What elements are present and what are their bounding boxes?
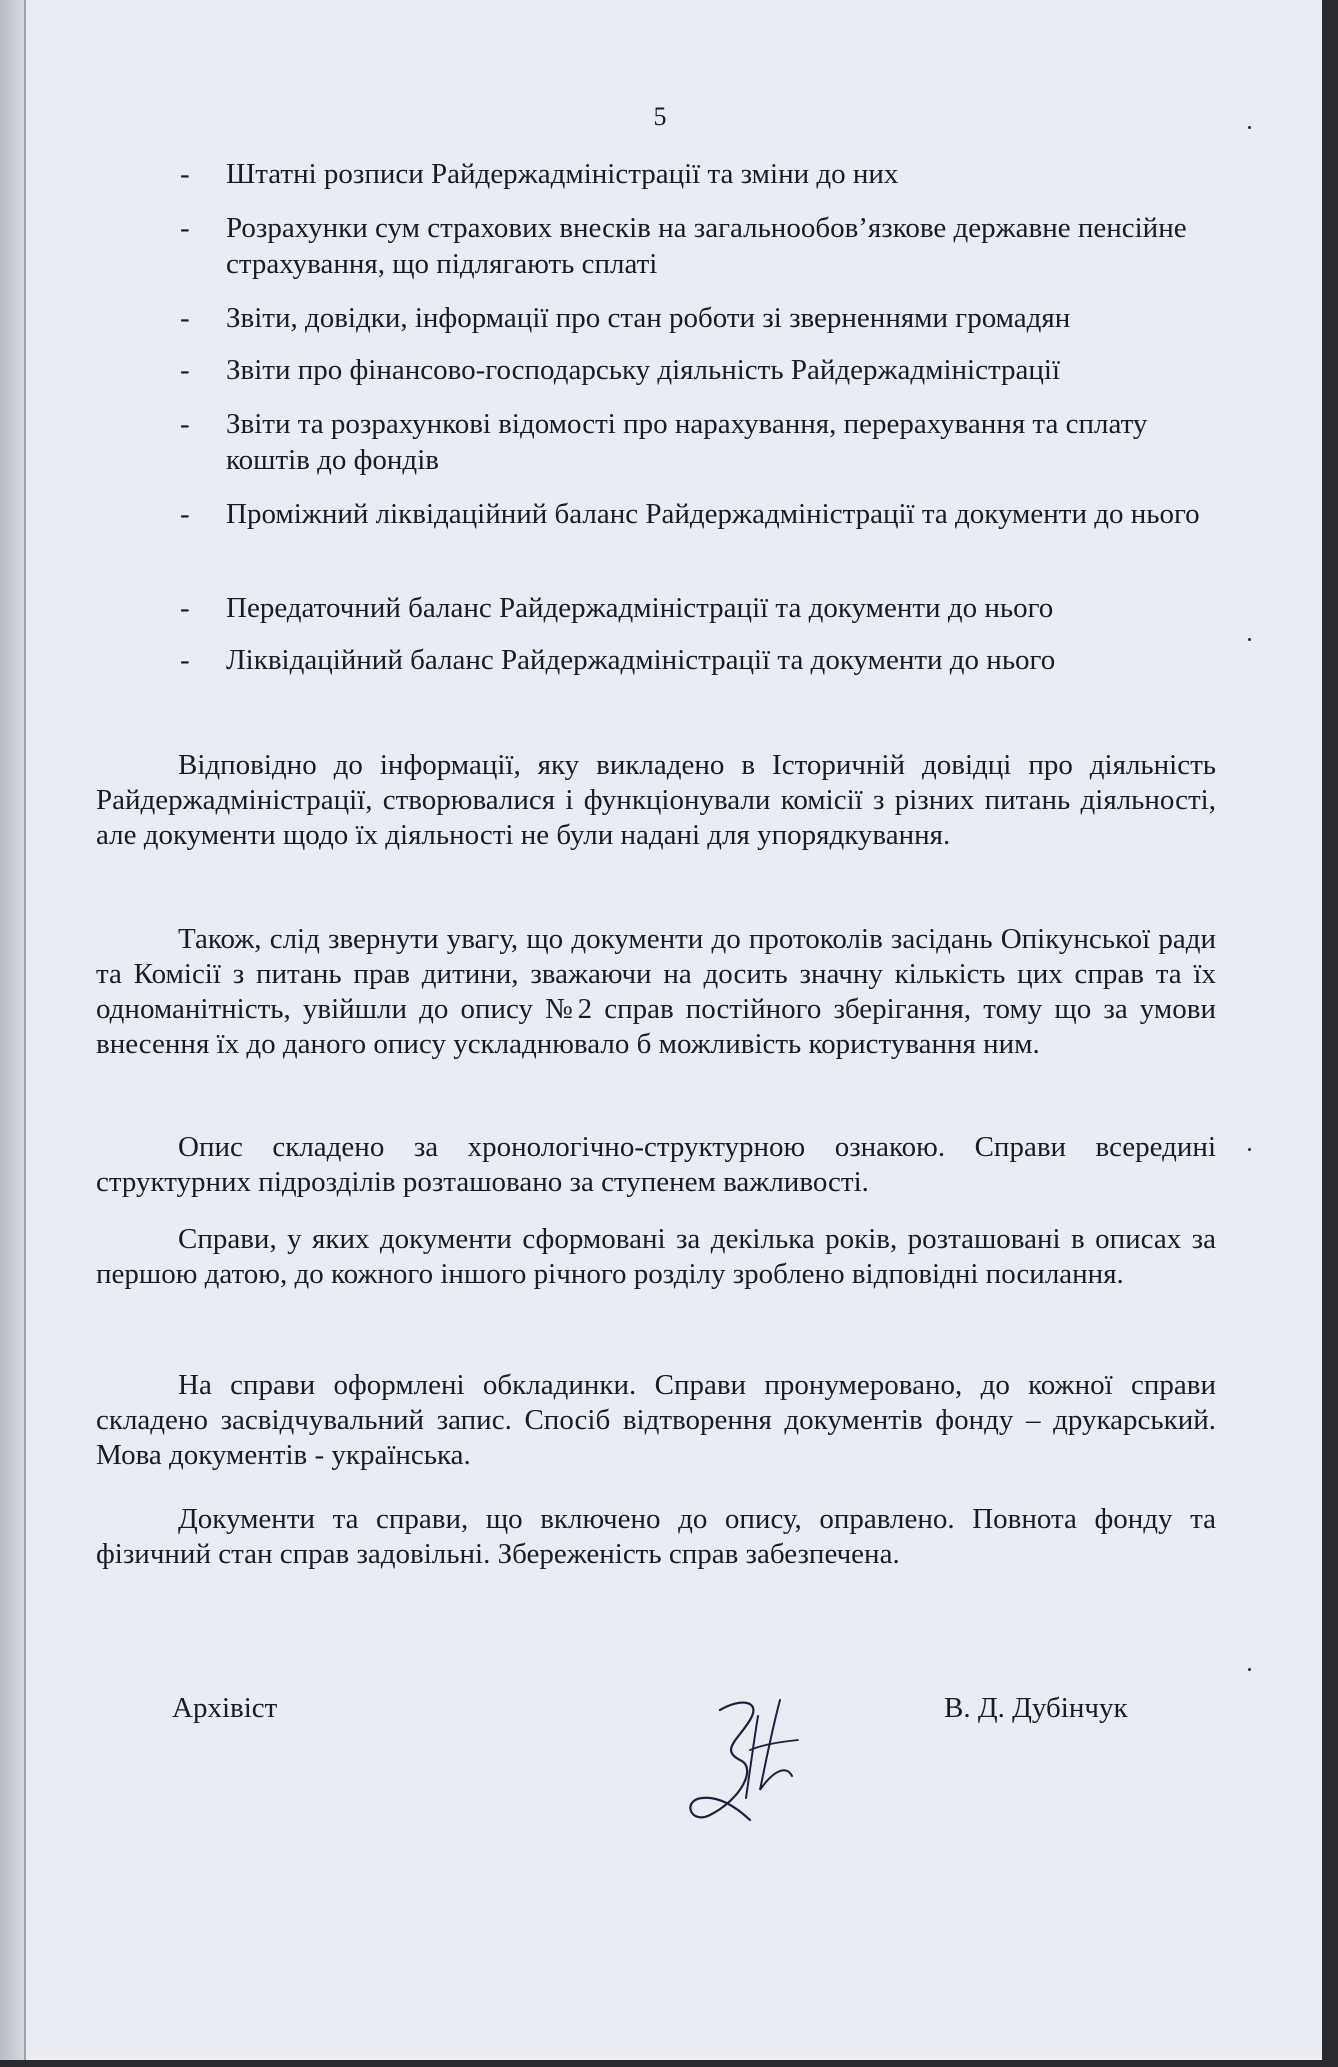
list-item — [180, 496, 1220, 532]
list-item-text: Штатні розписи Райдержадміністрації та зміни до них — [226, 158, 899, 190]
list-item — [180, 642, 1220, 678]
list-item — [180, 210, 1220, 282]
paragraph: Справи, у яких документи сформовані за декілька років, розташовані в описах за першою датою, до кожного іншого річного розділу зроблено відповідні посилання. — [96, 1223, 1216, 1290]
list-item-text: Звіти та розрахункові відомості про нарахування, перерахування та сплату коштів до фондів — [226, 408, 1148, 476]
signer-name: В. Д. Дубінчук — [944, 1692, 1128, 1724]
paragraph: Документи та справи, що включено до опису, оправлено. Повнота фонду та фізичний стан справ задовільні. Збереженість справ забезпечена. — [96, 1503, 1216, 1570]
scan-speck — [1248, 126, 1251, 129]
paragraph: Також, слід звернути увагу, що документи до протоколів засідань Опікунської ради та Комісії з питань прав дитини, зважаючи на досить значну кількість цих справ та їх одноманітність, увійшли до опису №2 справ постійного зберігання, тому що за умови внесення їх до даного опису ускладнювало б можливість користування ним. — [96, 923, 1216, 1060]
list-item — [180, 406, 1220, 478]
list-item-text: Розрахунки сум страхових внесків на загальнообов’язкове державне пенсійне страхування, що підлягають сплаті — [226, 212, 1187, 280]
list-bullet: - — [180, 158, 190, 190]
paragraph: Опис складено за хронологічно-структурною ознакою. Справи всередині структурних підрозділів розташовано за ступенем важливості. — [96, 1131, 1216, 1198]
list-item — [180, 300, 1220, 336]
page-number: 5 — [653, 102, 667, 131]
scan-speck — [1248, 1148, 1251, 1151]
list-item-text: Звіти про фінансово-господарську діяльність Райдержадміністрації — [226, 354, 1061, 386]
list-bullet: - — [180, 302, 190, 334]
list-item-text: Проміжний ліквідаційний баланс Райдержадміністрації та документи до нього — [226, 498, 1200, 530]
list-bullet: - — [180, 592, 190, 624]
signer-title: Архівіст — [172, 1692, 278, 1724]
list-item-text: Звіти, довідки, інформації про стан роботи зі зверненнями громадян — [226, 302, 1071, 334]
list-bullet: - — [180, 212, 190, 244]
list-item — [180, 156, 1220, 192]
scan-speck — [1248, 1668, 1251, 1671]
list-bullet: - — [180, 498, 190, 530]
paragraph: Відповідно до інформації, яку викладено в Історичній довідці про діяльність Райдержадміністрації, створювалися і функціонували комісії з різних питань діяльності, але документи щодо їх діяльності не були надані для упорядкування. — [96, 749, 1216, 851]
list-item-text: Передаточний баланс Райдержадміністрації та документи до нього — [226, 592, 1054, 624]
scan-speck — [1248, 638, 1251, 641]
paragraph: На справи оформлені обкладинки. Справи пронумеровано, до кожної справи складено засвідчувальний запис. Спосіб відтворення документів фонду – друкарський. Мова документів - українська. — [96, 1369, 1216, 1471]
list-bullet: - — [180, 408, 190, 440]
list-item — [180, 590, 1220, 626]
handwritten-signature — [680, 1680, 810, 1830]
list-bullet: - — [180, 354, 190, 386]
list-item — [180, 352, 1220, 388]
list-bullet: - — [180, 644, 190, 676]
list-item-text: Ліквідаційний баланс Райдержадміністрації та документи до нього — [226, 644, 1056, 676]
